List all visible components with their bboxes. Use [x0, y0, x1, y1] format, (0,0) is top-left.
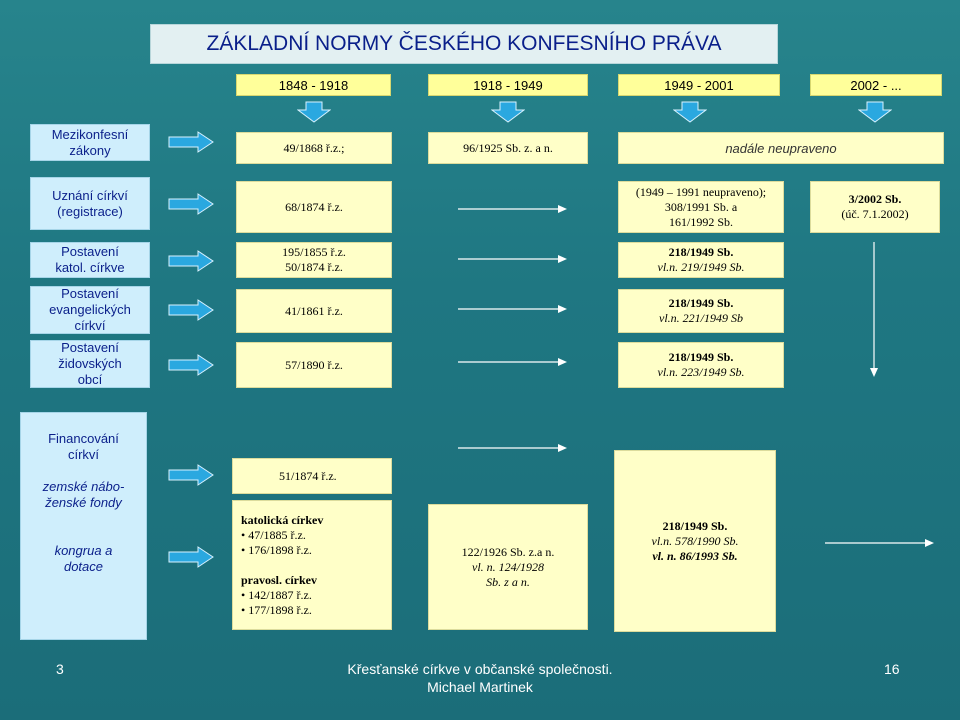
- label-financovani: [20, 412, 147, 640]
- thin-down-arrow-icon: [867, 242, 881, 378]
- cell-mezikonf-2: [428, 132, 588, 164]
- cell-text: 218/1949 Sb.: [668, 296, 734, 310]
- label-line: Postavení: [61, 244, 119, 259]
- footer-left: 3: [56, 661, 64, 677]
- label-line: Postavení: [61, 286, 119, 301]
- cell-text: 3/2002 Sb.: [848, 192, 902, 206]
- down-arrow-icon: [858, 101, 892, 123]
- cell-evang-1: [236, 289, 392, 333]
- label-line: Financování: [48, 431, 119, 446]
- label-line: ženské fondy: [45, 495, 122, 510]
- label-evang: [30, 286, 150, 334]
- label-line: dotace: [63, 559, 104, 574]
- cell-text: vl.n. 219/1949 Sb.: [657, 260, 745, 274]
- cell-text: katolická církev: [241, 512, 324, 527]
- cell-fin-3: [614, 450, 776, 632]
- cell-uznani-4: [810, 181, 940, 233]
- cell-text: • 177/1898 ř.z.: [241, 602, 312, 617]
- label-line: židovských: [58, 356, 122, 371]
- thin-right-arrow-icon: [458, 355, 568, 369]
- cell-text: vl.n. 223/1949 Sb.: [657, 365, 745, 379]
- label-line: evangelických: [49, 302, 131, 317]
- cell-fin-2: [428, 504, 588, 630]
- label-line: Uznání církví: [52, 187, 128, 203]
- cell-uznani-3: [618, 181, 784, 233]
- label-line: obcí: [77, 372, 103, 387]
- cell-text: 195/1855 ř.z.: [282, 245, 346, 259]
- label-katol: [30, 242, 150, 278]
- label-line: Mezikonfesní: [51, 126, 129, 142]
- footer-line: Michael Martinek: [427, 679, 533, 695]
- label-line: zákony: [69, 142, 111, 158]
- right-block-arrow-icon: [168, 299, 214, 321]
- cell-text: 57/1890 ř.z.: [285, 357, 343, 372]
- cell-text: 50/1874 ř.z.: [285, 260, 343, 274]
- cell-text: 218/1949 Sb.: [668, 350, 734, 364]
- cell-mezikonf-1: [236, 132, 392, 164]
- period-3: 1949 - 2001: [618, 74, 780, 96]
- down-arrow-icon: [297, 101, 331, 123]
- cell-text: 218/1949 Sb.: [668, 245, 734, 259]
- label-line: katol. církve: [55, 260, 125, 275]
- cell-text: pravosl. církev: [241, 572, 317, 587]
- label-line: církví: [67, 447, 100, 462]
- period-2: 1918 - 1949: [428, 74, 588, 96]
- cell-text: 96/1925 Sb. z. a n.: [463, 140, 553, 155]
- cell-text: vl. n. 124/1928: [472, 559, 544, 574]
- thin-right-arrow-icon: [458, 252, 568, 266]
- right-block-arrow-icon: [168, 193, 214, 215]
- right-block-arrow-icon: [168, 131, 214, 153]
- financing-title: [21, 431, 146, 463]
- cell-text: (1949 – 1991 neupraveno);: [635, 184, 767, 199]
- cell-mezikonf-3: [618, 132, 944, 164]
- label-mezikonfesni: [30, 124, 150, 161]
- label-line: církví: [74, 318, 106, 333]
- period-4: 2002 - ...: [810, 74, 942, 96]
- footer-line: Křesťanské církve v občanské společnosti.: [347, 661, 613, 677]
- cell-text: Sb. z a n.: [486, 574, 530, 589]
- thin-right-arrow-icon: [458, 302, 568, 316]
- cell-text: 49/1868 ř.z.;: [283, 140, 345, 155]
- financing-sub-fondy: [21, 479, 146, 511]
- thin-right-arrow-icon: [458, 202, 568, 216]
- cell-text: 51/1874 ř.z.: [279, 468, 337, 483]
- right-block-arrow-icon: [168, 546, 214, 568]
- financing-sub-kongrua: [21, 543, 146, 575]
- cell-text: vl.n. 221/1949 Sb: [659, 311, 743, 325]
- footer-center: [0, 660, 960, 696]
- cell-text: • 47/1885 ř.z.: [241, 527, 306, 542]
- cell-evang-3: [618, 289, 784, 333]
- cell-text: 41/1861 ř.z.: [285, 303, 343, 318]
- right-block-arrow-icon: [168, 250, 214, 272]
- period-1: 1848 - 1918: [236, 74, 391, 96]
- down-arrow-icon: [673, 101, 707, 123]
- label-uznani: [30, 177, 150, 230]
- cell-text: (úč. 7.1.2002): [841, 207, 909, 221]
- cell-text: • 142/1887 ř.z.: [241, 587, 312, 602]
- label-line: zemské nábo-: [42, 479, 125, 494]
- cell-text: 161/1992 Sb.: [668, 214, 733, 229]
- down-arrow-icon: [491, 101, 525, 123]
- thin-right-arrow-icon: [458, 441, 568, 455]
- cell-text: nadále neupraveno: [725, 140, 837, 156]
- page-title: ZÁKLADNÍ NORMY ČESKÉHO KONFESNÍHO PRÁVA: [150, 24, 778, 64]
- cell-text: vl. n. 86/1993 Sb.: [652, 548, 738, 563]
- cell-text: • 176/1898 ř.z.: [241, 542, 312, 557]
- cell-fin-1b: [232, 500, 392, 630]
- right-block-arrow-icon: [168, 354, 214, 376]
- cell-text: 122/1926 Sb. z.a n.: [461, 544, 555, 559]
- cell-fin-1a: [232, 458, 392, 494]
- label-line: (registrace): [57, 203, 123, 219]
- cell-text: vl.n. 578/1990 Sb.: [651, 533, 739, 548]
- thin-right-arrow-icon: [825, 536, 935, 550]
- cell-text: 218/1949 Sb.: [662, 518, 728, 533]
- label-line: Postavení: [61, 340, 119, 355]
- footer-right: 16: [884, 661, 900, 677]
- cell-zid-3: [618, 342, 784, 388]
- cell-text: 68/1874 ř.z.: [285, 199, 343, 214]
- cell-text: 308/1991 Sb. a: [664, 199, 738, 214]
- label-line: kongrua a: [54, 543, 113, 558]
- cell-zid-1: [236, 342, 392, 388]
- cell-katol-1: [236, 242, 392, 278]
- right-block-arrow-icon: [168, 464, 214, 486]
- label-zid: [30, 340, 150, 388]
- cell-uznani-1: [236, 181, 392, 233]
- cell-katol-3: [618, 242, 784, 278]
